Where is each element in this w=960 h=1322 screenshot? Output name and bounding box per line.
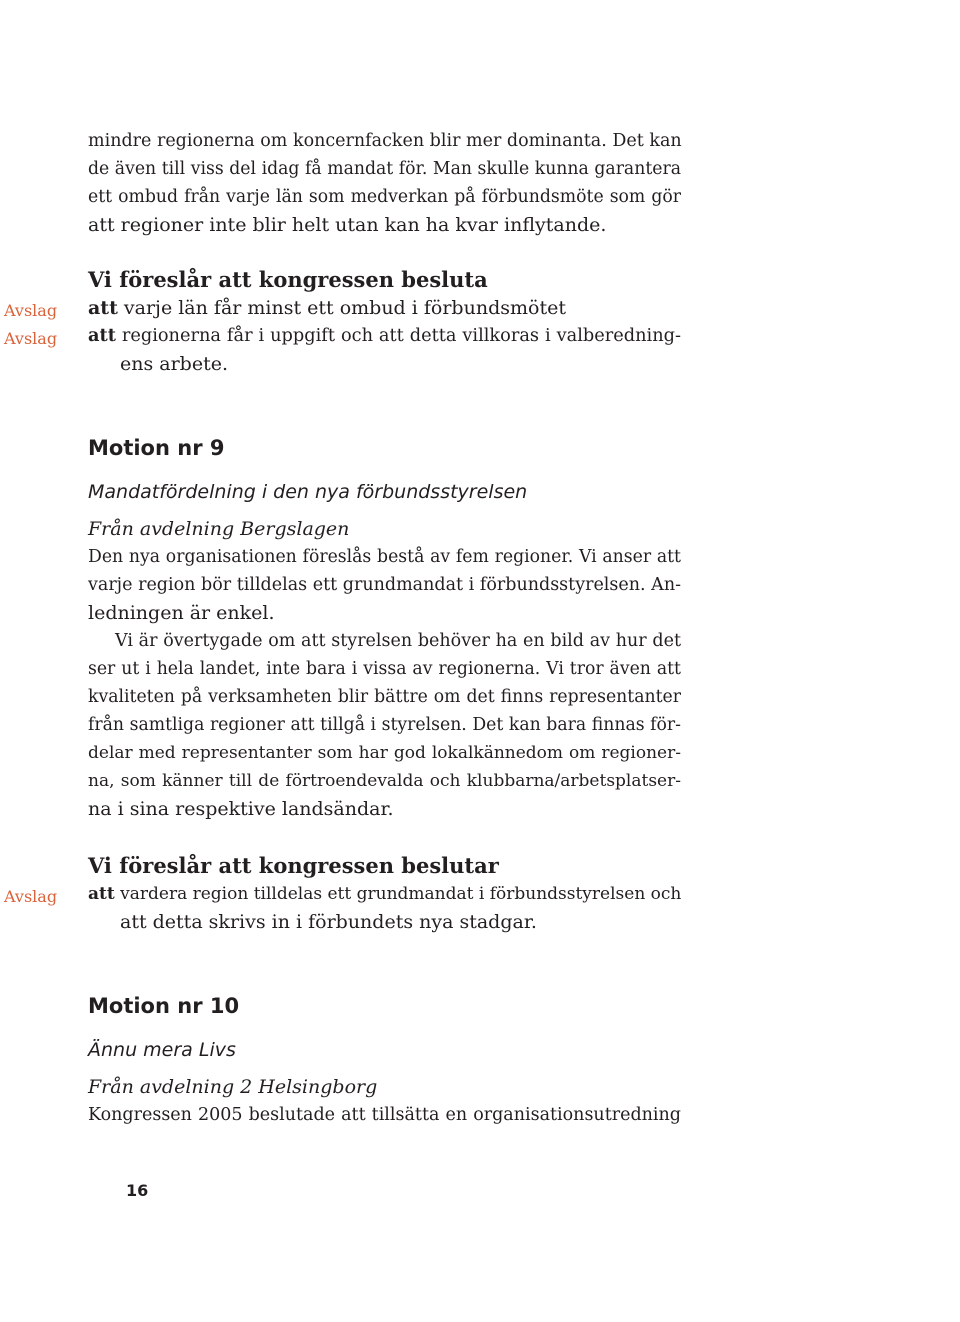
decision-item-text: varje län får minst ett ombud i förbundsmötet <box>117 297 566 319</box>
motion-9-subtitle-block <box>88 478 681 506</box>
margin-note-avslag: Avslag <box>4 329 58 348</box>
att-keyword: att <box>88 325 116 346</box>
motion-title: Motion nr 10 <box>88 994 240 1018</box>
page-number: 16 <box>126 1181 149 1200</box>
decision-heading: Vi föreslår att kongressen besluta <box>88 267 488 292</box>
body-line: Den nya organisationen föreslås bestå av fem regioner. Vi anser att <box>88 547 681 567</box>
decision-heading: Vi föreslår att kongressen beslutar <box>88 853 499 878</box>
att-keyword: att <box>88 884 115 904</box>
intro-line: de även till viss del idag få mandat för. Man skulle kunna garantera <box>88 159 681 179</box>
body-line: delar med representanter som har god lokalkännedom om regioner- <box>88 743 681 763</box>
motion-10-subtitle-block <box>88 1036 681 1064</box>
decision-item <box>88 294 681 322</box>
motion-9-body <box>88 515 681 823</box>
decision-block-2 <box>88 852 681 936</box>
motion-subtitle: Ännu mera Livs <box>88 1039 236 1061</box>
motion-from: Från avdelning Bergslagen <box>88 518 350 540</box>
decision-block-1 <box>88 266 681 378</box>
decision-item-text: vardera region tilldelas ett grundmandat i förbundsstyrelsen och <box>114 884 682 904</box>
motion-10 <box>88 992 681 1020</box>
decision-item-continuation: ens arbete. <box>120 353 229 375</box>
margin-note-avslag: Avslag <box>4 887 58 906</box>
decision-item-text: regionerna får i uppgift och att detta villkoras i valberedning- <box>115 326 681 346</box>
decision-item <box>88 880 681 908</box>
intro-line: att regioner inte blir helt utan kan ha kvar inflytande. <box>88 214 607 236</box>
motion-title: Motion nr 9 <box>88 436 225 460</box>
intro-line: mindre regionerna om koncernfacken blir mer dominanta. Det kan <box>88 131 682 151</box>
motion-10-body <box>88 1073 681 1129</box>
body-line: från samtliga regioner att tillgå i styrelsen. Det kan bara finnas för- <box>88 715 681 735</box>
body-line: Kongressen 2005 beslutade att tillsätta en organisationsutredning <box>88 1105 681 1125</box>
body-line: na, som känner till de förtroendevalda och klubbarna/arbetsplatser- <box>88 771 681 791</box>
motion-9 <box>88 434 681 462</box>
body-line: ser ut i hela landet, inte bara i vissa av regionerna. Vi tror även att <box>88 659 681 679</box>
body-line: kvaliteten på verksamheten blir bättre om det finns representanter <box>88 687 681 707</box>
body-line: Vi är övertygade om att styrelsen behöver ha en bild av hur det <box>115 631 681 651</box>
att-keyword: att <box>88 297 118 319</box>
margin-note-avslag: Avslag <box>4 301 58 320</box>
decision-item <box>88 322 681 350</box>
motion-subtitle: Mandatfördelning i den nya förbundsstyrelsen <box>88 481 528 503</box>
body-line: na i sina respektive landsändar. <box>88 798 394 820</box>
decision-item-continuation: att detta skrivs in i förbundets nya stadgar. <box>120 911 537 933</box>
intro-line: ett ombud från varje län som medverkan på förbundsmöte som gör <box>88 187 681 207</box>
body-line: ledningen är enkel. <box>88 602 275 624</box>
intro-paragraph <box>88 127 681 239</box>
motion-from: Från avdelning 2 Helsingborg <box>88 1076 378 1098</box>
body-line: varje region bör tilldelas ett grundmandat i förbundsstyrelsen. An- <box>88 575 681 595</box>
